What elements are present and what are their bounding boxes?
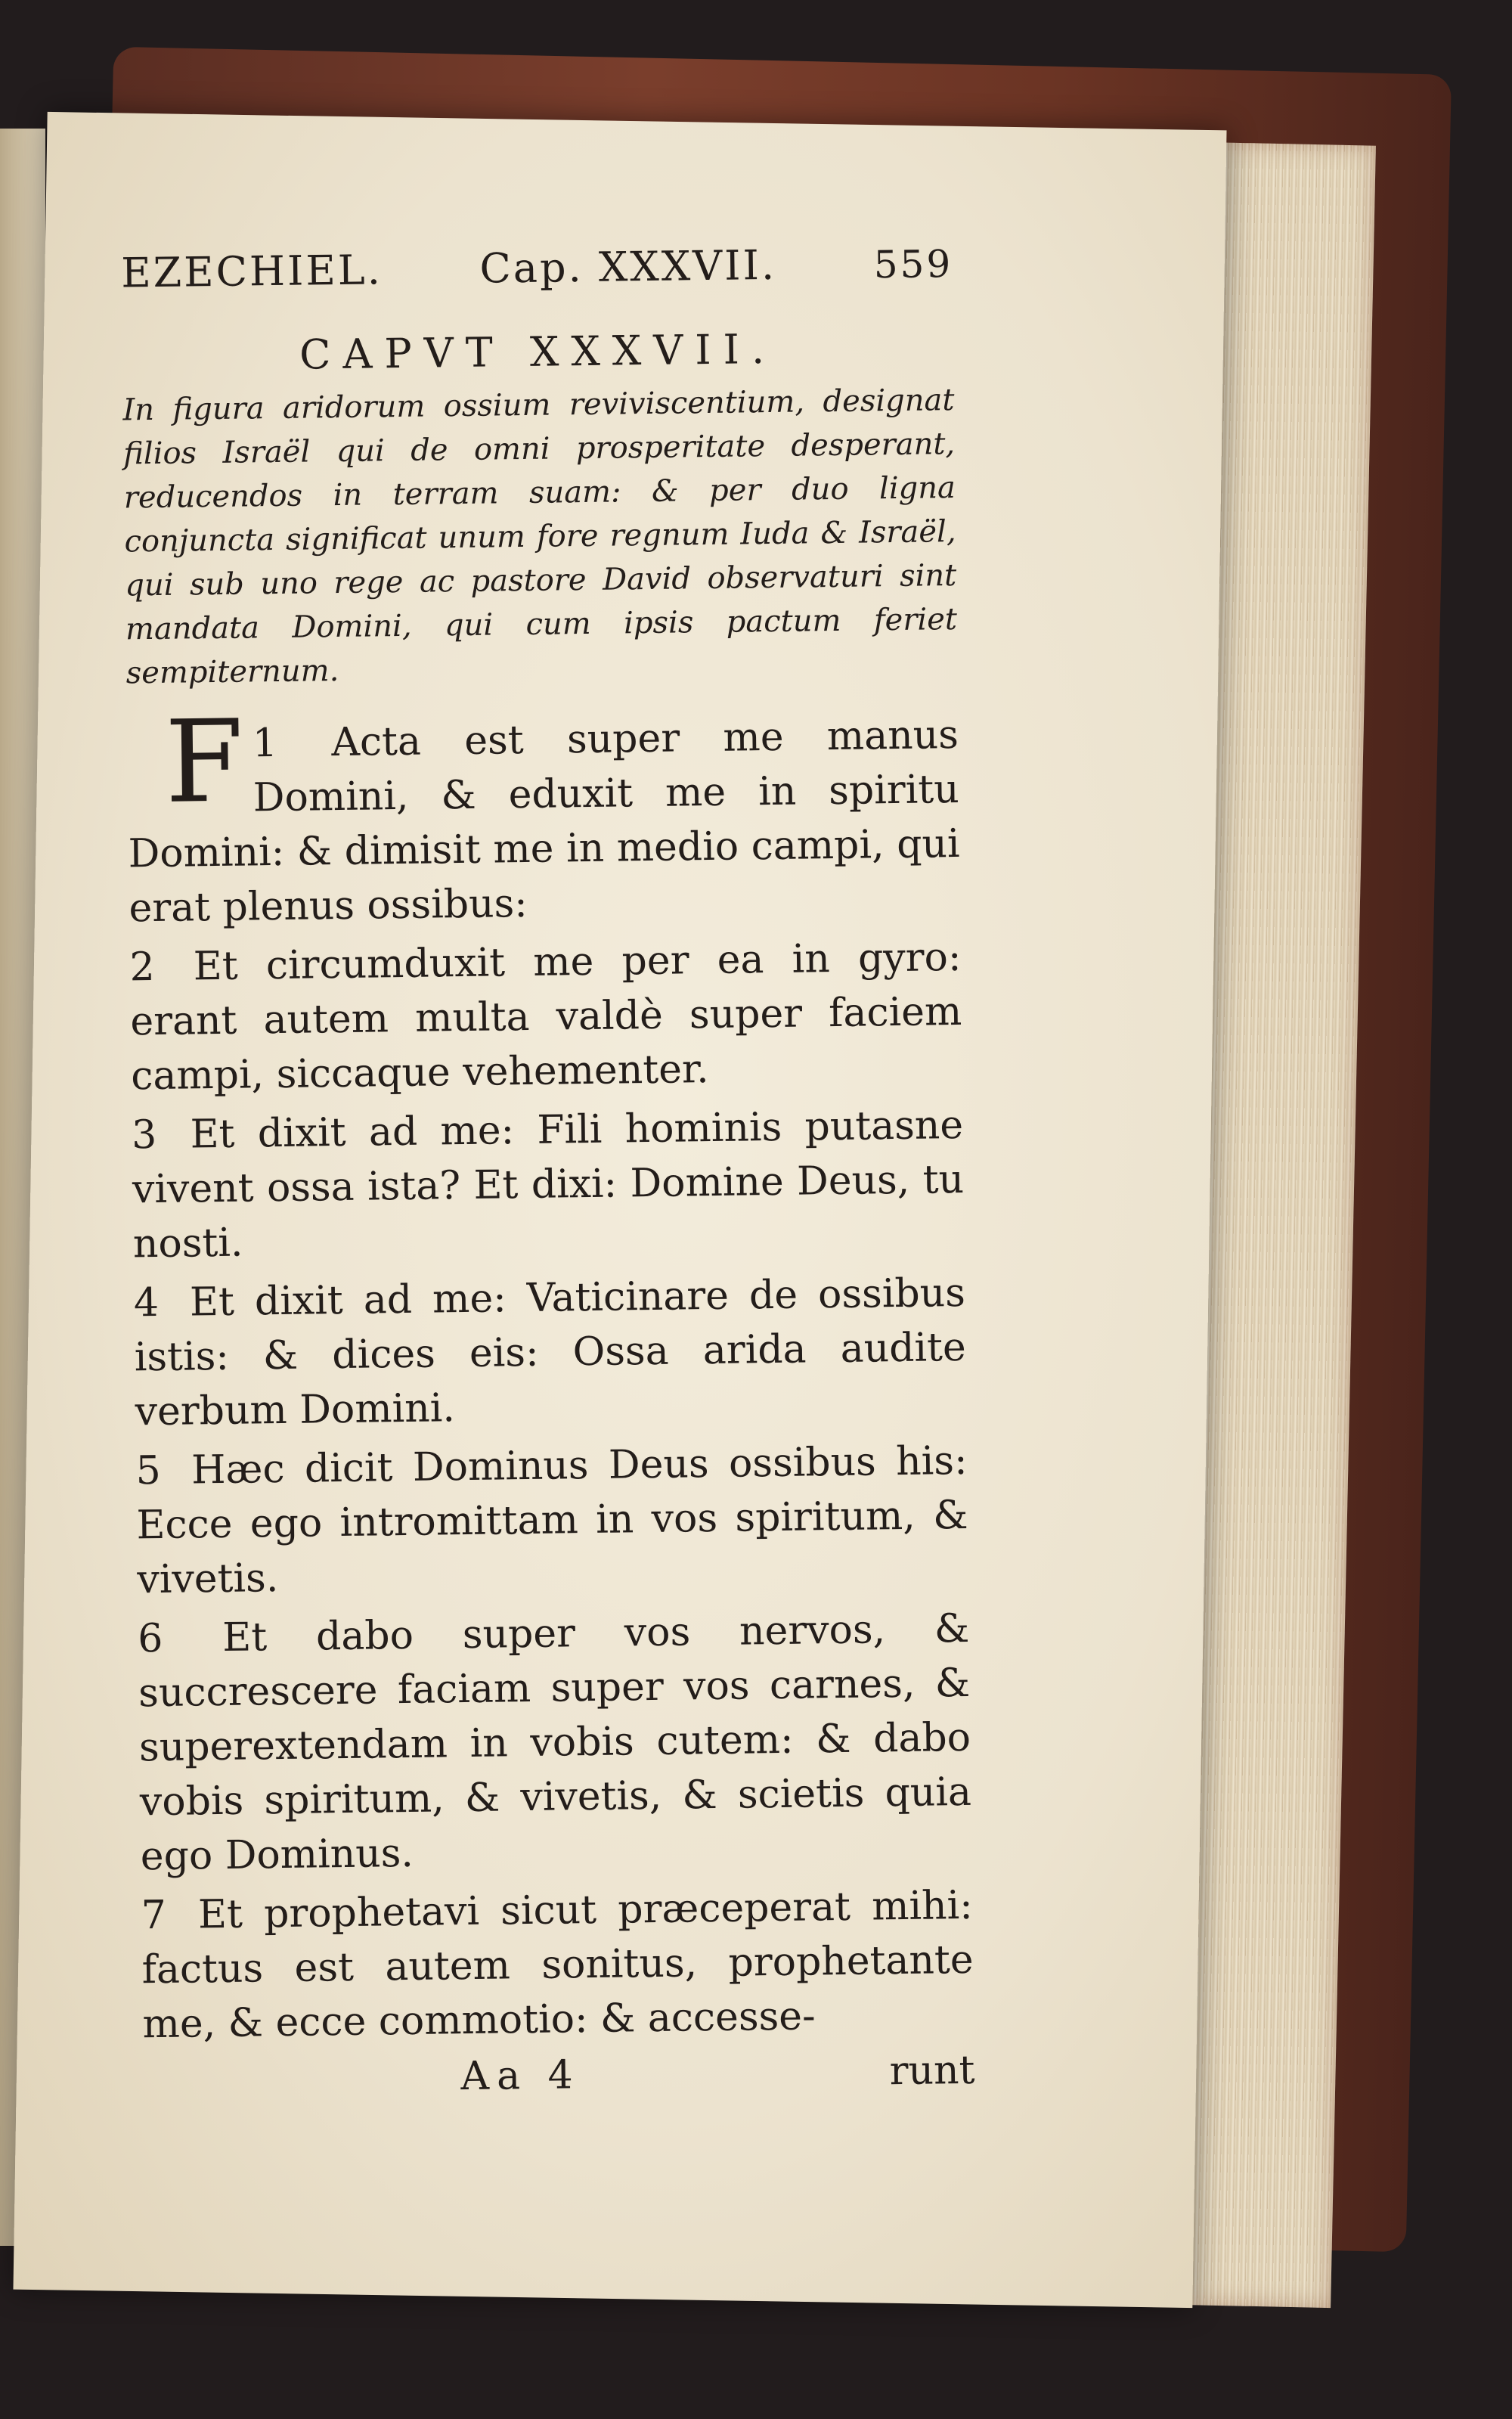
page-number: 559 [873, 242, 953, 287]
signature-mark: Aa 4 [460, 2052, 581, 2100]
verse-text: Et dabo super vos nervos, & succrescere faciam super vos carnes, & superextendam in vobis cutem: & dabo vobis spiritum, & vivetis, & scietis quia ego Dominus. [138, 1605, 972, 1880]
verse-number: 6 [137, 1615, 163, 1662]
running-head [121, 239, 953, 296]
page-footer [143, 2048, 975, 2103]
verse [132, 1098, 965, 1271]
verse-number: 4 [133, 1279, 160, 1326]
verse-text: Acta est super me manus Domini, & eduxit me in spiritu Domini: & dimisit me in medio campi, qui erat plenus ossibus: [128, 712, 960, 932]
chapter-title: CAPVT XXXVII. [299, 324, 777, 379]
verse [133, 1266, 967, 1439]
catchword: runt [889, 2047, 975, 2095]
verse-number: 5 [135, 1447, 162, 1494]
verse [141, 1878, 974, 2051]
verse [126, 696, 960, 935]
verse-text: Et circumduxit me per ea in gyro: erant autem multa valdè super faciem campi, siccaque vehementer. [129, 934, 962, 1099]
verse-number: 2 [129, 944, 155, 991]
verse [138, 1602, 972, 1884]
verse-text: Et dixit ad me: Fili hominis putasne vivent ossa ista? Et dixi: Domine Deus, tu nosti. [132, 1102, 965, 1267]
verse [135, 1434, 969, 1607]
verse-number: 1 [252, 720, 278, 767]
chapter-summary: In figura aridorum ossium reviviscentium, designat filios Israël qui de omni prosperitate desperant, reducendos in terram suam: & per duo ligna conjuncta significat unum fore regnum Iuda & Israël, qui sub uno rege ac pastore David observaturi sint mandata Domini, qui cum ipsis pactum feriet sempiternum. [122, 383, 958, 691]
drop-capital: F [164, 696, 245, 829]
running-head-chapter: Cap. XXXVII. [479, 240, 777, 293]
verse-text: Et prophetavi sicut præceperat mihi: factus est autem sonitus, prophetante me, & ecce commotio: & accesse- [141, 1882, 974, 2048]
verse-number: 7 [141, 1892, 167, 1939]
verse-number: 3 [131, 1112, 157, 1158]
verse-text: Hæc dicit Dominus Deus ossibus his: Ecce ego intromittam in vos spiritum, & vivetis. [136, 1437, 968, 1603]
running-head-book: EZECHIEL. [120, 246, 383, 297]
book-page [13, 112, 1226, 2308]
verse [129, 930, 963, 1103]
page-text-block [121, 239, 975, 2103]
verse-text: Et dixit ad me: Vaticinare de ossibus istis: & dices eis: Ossa arida audite verbum Domini. [134, 1270, 967, 1435]
